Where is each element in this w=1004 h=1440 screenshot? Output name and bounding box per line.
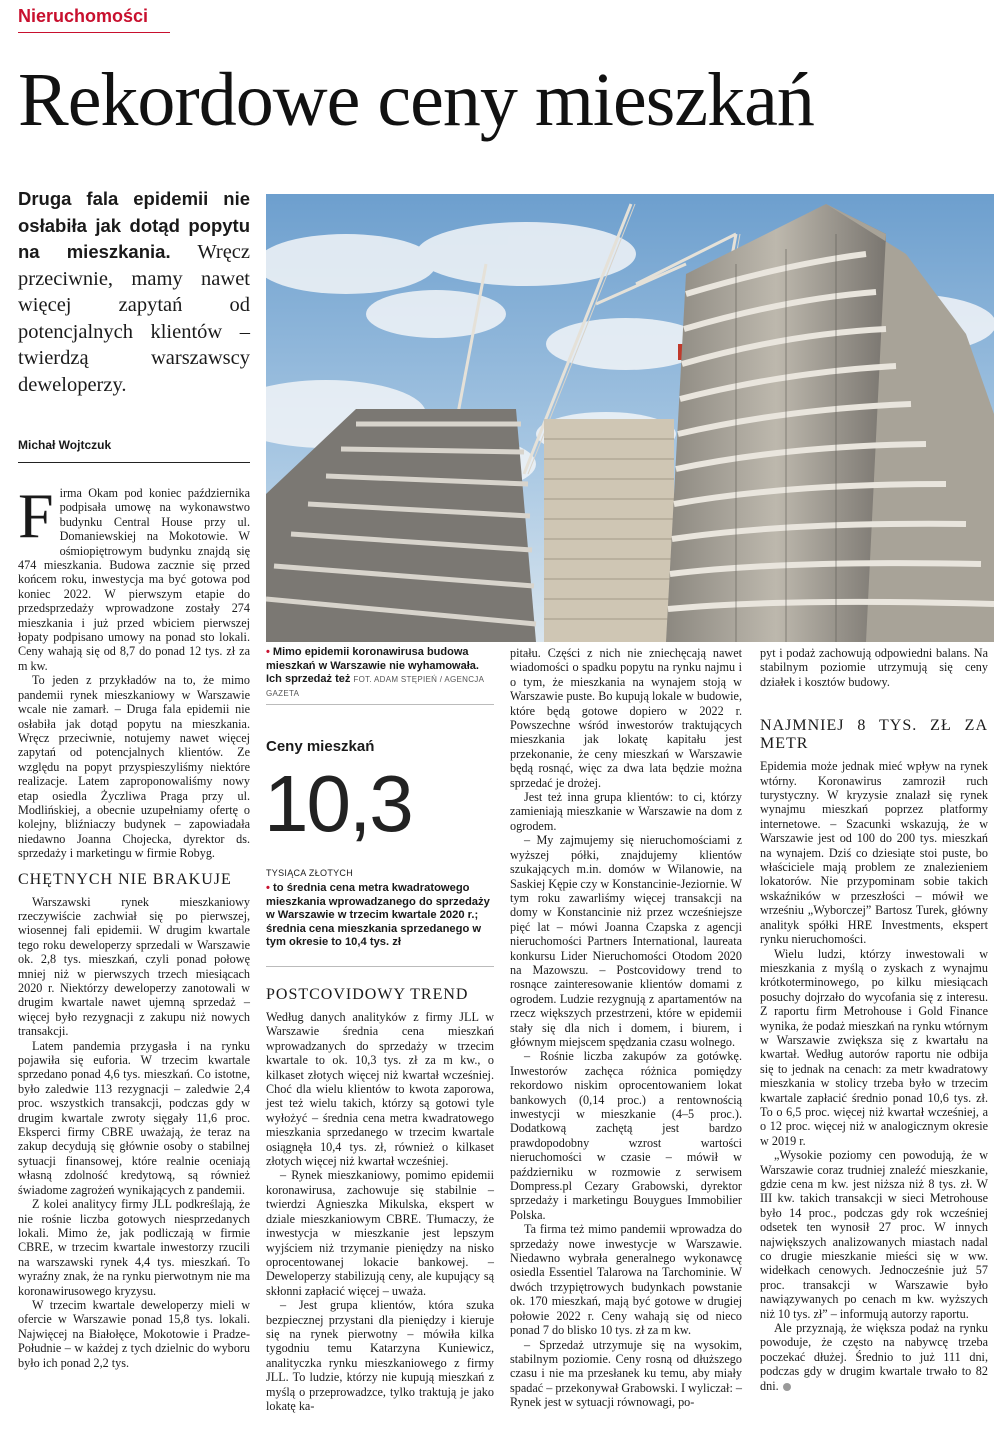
paragraph: – Jest grupa klientów, która szuka bezpiecznej przystani dla pieniędzy i kieruje się na rynek pierwotny – mówiła kilka tygodniu temu Katarzyna Kuniewicz, analityczka rynku mieszkaniowego z firmy JLL. To ludzie, którzy nie kupują mieszkań z myślą o przeprowadzce, tylko traktują je jako lokatę ka- <box>266 1298 494 1413</box>
factbox-number: 10,3 <box>264 759 412 848</box>
column-2 <box>266 978 494 1413</box>
paragraph <box>18 480 250 673</box>
factbox-title: Ceny mieszkań <box>266 738 375 755</box>
paragraph: – My zajmujemy się nieruchomościami z wyższej półki, znajdujemy klientów szukających m.in. domów w Wilanowie, na Saskiej Kępie czy w Konstancinie-Jeziornie. W tym roku zawarliśmy więcej transakcji na domy w Konstancinie niż przez wcześniejsze pięć lat – mówi Joanna Czapska z agencji nieruchomości Partners International, laureata konkursu Lider Nieruchomości Otodom 2020 na Mazowszu. – Postcovidowy trend to rosnące zainteresowanie klientów domami z ogrodem. Ludzie rezygnują z apartamentów na rzecz większych przestrzeni, które w epidemii stały się dla nich i domem, i biurem, i głównym miejscem spędzania czasu wolnego. <box>510 833 742 1049</box>
factbox-top-rule <box>266 704 494 705</box>
bullet-icon: • <box>266 882 274 894</box>
section-tag: Nieruchomości <box>18 6 170 33</box>
subheading: POSTCOVIDOWY TREND <box>266 986 469 1003</box>
factbox-description <box>266 882 494 950</box>
paragraph: Jest też inna grupa klientów: to ci, którzy zamieniają mieszkanie w Warszawie na dom z ogrodem. <box>510 790 742 833</box>
paragraph: Z kolei analitycy firmy JLL podkreślają, że nie rośnie liczba gotowych niesprzedanych lokali. Mimo że, jak podliczają w firmie CBRE, w trzecim kwartale inwestorzy rzucili na warszawski rynek 4,4 tys. mieszkań. To wyraźny znak, że na rynku pierwotnym nie ma koronawirusowego kryzysu. <box>18 1197 250 1298</box>
paragraph: „Wysokie poziomy cen powodują, że w Warszawie coraz trudniej znaleźć mieszkanie, gdzie cena m kw. jest niższa niż 8 tys. zł. W III kw. takich transakcji w sieci Metrohouse było 14 proc., podczas gdy rok wcześniej odsetek ten wynosił 27 proc. W innych największych analizowanych miastach nadal co drugie mieszkanie mieści się w ww. widełkach cenowych. Jednocześnie już 57 proc. transakcji w Warszawie było nawiązywanych po cenach m kw. wyższych niż 10 tys. zł” – informują autorzy raportu. <box>760 1148 988 1321</box>
paragraph-text: irma Okam pod koniec października podpisała umowę na wykonawstwo budynku Central House przy ul. Domaniewskiej na Mokotowie. W ośmiopiętrowym budynku znajdą się 474 mieszkania. Budowa zacznie się przed końcem roku, inwestycja ma być gotowa pod koniec 2022. W pierwszym etapie do przedsprzedaży wprowadzone zostały 274 mieszkania i już przed wbiciem pierwszej łopaty podpisano umowy na ponad sto lokali. Ceny wahają się od 8,7 do ponad 12 tys. zł za m kw. <box>18 486 250 673</box>
paragraph: Warszawski rynek mieszkaniowy rzeczywiście zachwiał się po pierwszej, wiosennej fali epidemii. W drugim kwartale tego roku deweloperzy sprzedali w Warszawie ok. 2,8 tys. mieszkań, czyli ponad połowę mniej niż w pierwszych trzech miesiącach 2020 r. Niektórzy deweloperzy zanotowali w drugim kwartale nawet ujemną sprzedaż – więcej było rezygnacji z zakupu niż nowych transakcji. <box>18 894 250 1039</box>
factbox-unit: TYSIĄCA ZŁOTYCH <box>266 868 354 878</box>
subheading: CHĘTNYCH NIE BRAKUJE <box>18 870 232 888</box>
paragraph: Latem pandemia przygasła i na rynku pojawiła się euforia. W trzecim kwartale sprzedano ponad 4,6 tys. mieszkań. Co istotne, było zaledwie 113 rezygnacji – zaledwie 2,4 proc. wszystkich transakcji, podczas gdy w drugim kwartale zwroty sięgały 11,6 proc. Eksperci firmy CBRE uważają, że teraz na zakup decydują się głównie osoby o stabilnej sytuacji finansowej, które realnie oceniają własną zdolność kredytową, są również świadome zagrożeń wynikających z pandemii. <box>18 1038 250 1197</box>
paragraph: pitału. Części z nich nie zniechęcają nawet wiadomości o spadku popytu na rynku najmu i o tym, że mieszkania na wynajem stoją w Warszawie puste. Bo kupują lokale w budowie, które będą gotowe dopiero w 2022 r. Powszechne wśród inwestorów traktujących mieszkania jak lokatę kapitału jest przekonanie, że ceny mieszkań w Warszawie będą rosnąć, więc za dwa lata będzie można sprzedać je drożej. <box>510 646 742 790</box>
paragraph <box>760 1321 988 1393</box>
paragraph: W trzecim kwartale deweloperzy mieli w ofercie w Warszawie ponad 15,8 tys. lokali. Najwięcej na Białołęce, Mokotowie i Pradze-Południe – w każdej z tych dzielnic do wyboru było ich ponad 2,2 tys. <box>18 1297 250 1370</box>
paragraph: Epidemia może jednak mieć wpływ na rynek wtórny. Koronawirus zamroził ruch turystyczny. W kryzysie znalazł się rynek wynajmu mieszkań poprzez platformy internetowe. – Szacunki wskazują, że w Warszawie jest od 100 do 200 tys. mieszkań na wynajem. Dziś co dziesiąte stoi puste, bo właściciele mają problem ze znalezieniem lokatorów. Nie przypominam sobie takich wskaźników w przeszłości – mówił we wrześniu „Wyborczej” Bartosz Turek, główny analityk spółki HRE Investments, ekspert rynku nieruchomości. <box>760 759 988 947</box>
bullet-icon: • <box>266 646 273 658</box>
author-byline: Michał Wojtczuk <box>18 438 112 452</box>
factbox-bottom-rule <box>266 966 494 967</box>
photo-caption <box>266 646 494 700</box>
headline: Rekordowe ceny mieszkań <box>18 58 814 142</box>
photo-credit: FOT. ADAM STĘPIEŃ / AGENCJA GAZETA <box>266 675 484 698</box>
paragraph: – Sprzedaż utrzymuje się na wysokim, stabilnym poziomie. Ceny rosną od dłuższego czasu i nie ma przesłanek ku temu, aby miały spadać – przekonywał Grabowski. I wyliczał: – Rynek jest w sytuacji równowagi, po- <box>510 1337 742 1410</box>
paragraph: Wielu ludzi, którzy inwestowali w mieszkania z myślą o zyskach z wynajmu krótkoterminowego, po kilku miesiącach posuchy dojrzało do wycofania się z interesu. Z raportu firm Metrohouse i Gold Finance wynika, że podaż mieszkań na rynku wtórnym w Warszawie zwiększa się z kwartału na kwartał. Według autorów raportu nie odbija się to jednak na cenach: za metr kwadratowy mieszkania w stolicy trzeba było w trzecim kwartale zapłacić średnio ponad 10,6 tys. zł. To o 6,5 proc. więcej niż kwartał wcześniej, a o 12 proc. więcej niż w analogicznym okresie w 2019 r. <box>760 946 988 1148</box>
lead-bold: Druga fala epidemii nie osłabiła jak dotąd popytu na mieszkania. <box>18 188 250 262</box>
paragraph-text: Ale przyznają, że większa podaż na rynku powoduje, że często na nabywcę trzeba poczekać dłużej. Średnio to już 111 dni, podczas gdy w drugim kwartale trwało to 82 dni. <box>760 1321 988 1393</box>
column-1 <box>18 480 250 1370</box>
article-photo <box>266 194 994 642</box>
column-3 <box>510 646 742 1410</box>
subheading: NAJMNIEJ 8 TYS. ZŁ ZA METR <box>760 717 988 753</box>
paragraph: pyt i podaż zachowują odpowiedni balans. Na stabilnym poziomie utrzymują się ceny działek i kosztów budowy. <box>760 646 988 689</box>
column-4 <box>760 646 988 1393</box>
factbox-text: to średnia cena metra kwadratowego mieszkania wprowadzanego do sprzedaży w Warszawie w trzecim kwartale 2020 r.; średnia cena mieszkania sprzedanego w tym okresie to 10,4 tys. zł <box>266 882 490 948</box>
end-mark-icon <box>783 1383 791 1391</box>
author-divider <box>18 462 250 463</box>
paragraph: To jeden z przykładów na to, że mimo pandemii rynek mieszkaniowy w Warszawie wcale nie zamarł. – Druga fala epidemii nie osłabiła jak dotąd popytu na mieszkania. Wręcz przeciwnie, notujemy nawet więcej zapytań od potencjalnych klientów. Ze względu na popyt przyspieszyliśmy niektóre realizacje. Latem zaproponowaliśmy nowy etap osiedla Życzliwa Praga przy ul. Modlińskiej, a obecnie uzupełniamy ofertę o kolejny, bliźniaczy budynek – zapowiadała niedawno Joanna Chojecka, dyrektor ds. sprzedaży i marketingu w firmie Robyg. <box>18 673 250 861</box>
paragraph: – Rynek mieszkaniowy, pomimo epidemii koronawirusa, zachowuje się stabilnie – twierdzi Agnieszka Mikulska, ekspert w dziale mieszkaniowym CBRE. Tłumaczy, że inwestycja w mieszkanie jest lepszym wyjściem niż trzymanie pieniędzy na nisko oprocentowanej lokacie bankowej. – Deweloperzy stabilizują ceny, ale kupujący są skłonni zapłacić więcej – uważa. <box>266 1168 494 1298</box>
drop-cap: F <box>18 480 54 551</box>
caption-text: Mimo epidemii koronawirusa budowa mieszkań w Warszawie nie wyhamowała. Ich sprzedaż też <box>266 646 479 685</box>
paragraph: – Rośnie liczba zakupów za gotówkę. Inwestorów zachęca różnica pomiędzy rekordowo niskim oprocentowaniem lokat bankowych (0,14 proc.) a rentownością inwestycji w mieszkanie (4–5 proc.). Dodatkową zachętą jest bardzo prawdopodobny wzrost wartości nieruchomości w czasie – mówił w październiku w rozmowie z serwisem Dompress.pl Cezary Grabowski, dyrektor sprzedaży i marketingu Bouygues Immobilier Polska. <box>510 1049 742 1222</box>
paragraph: Według danych analityków z firmy JLL w Warszawie średnia cena mieszkań wprowadzanych do sprzedaży w trzecim kwartale to ok. 10,3 tys. zł za m kw., o kilkaset złotych więcej niż kwartał wcześniej. Choć dla wielu klientów to kwota zaporowa, jest też wielu takich, którzy są gotowi tyle wyłożyć – średnia cena metra kwadratowego mieszkania sprzedanego w trzecim kwartale osiągnęła 10,4 tys. zł, również o kilkaset złotych więcej niż kwartał wcześniej. <box>266 1010 494 1169</box>
lead-paragraph <box>18 186 250 398</box>
lead-rest: Wręcz przeciwnie, mamy nawet więcej zapytań od potencjalnych klientów – twierdzą warszawscy deweloperzy. <box>18 241 250 396</box>
paragraph: Ta firma też mimo pandemii wprowadza do sprzedaży nowe inwestycje w Warszawie. Niedawno wybrała generalnego wykonawcę osiedla Essentiel Talarowa na Tarchominie. W dwóch trzypiętrowych budynkach powstanie ok. 170 mieszkań, mają być gotowe w drugiej połowie 2022 r. Ceny wahają się od nieco ponad 7 do blisko 10 tys. zł za m kw. <box>510 1222 742 1338</box>
